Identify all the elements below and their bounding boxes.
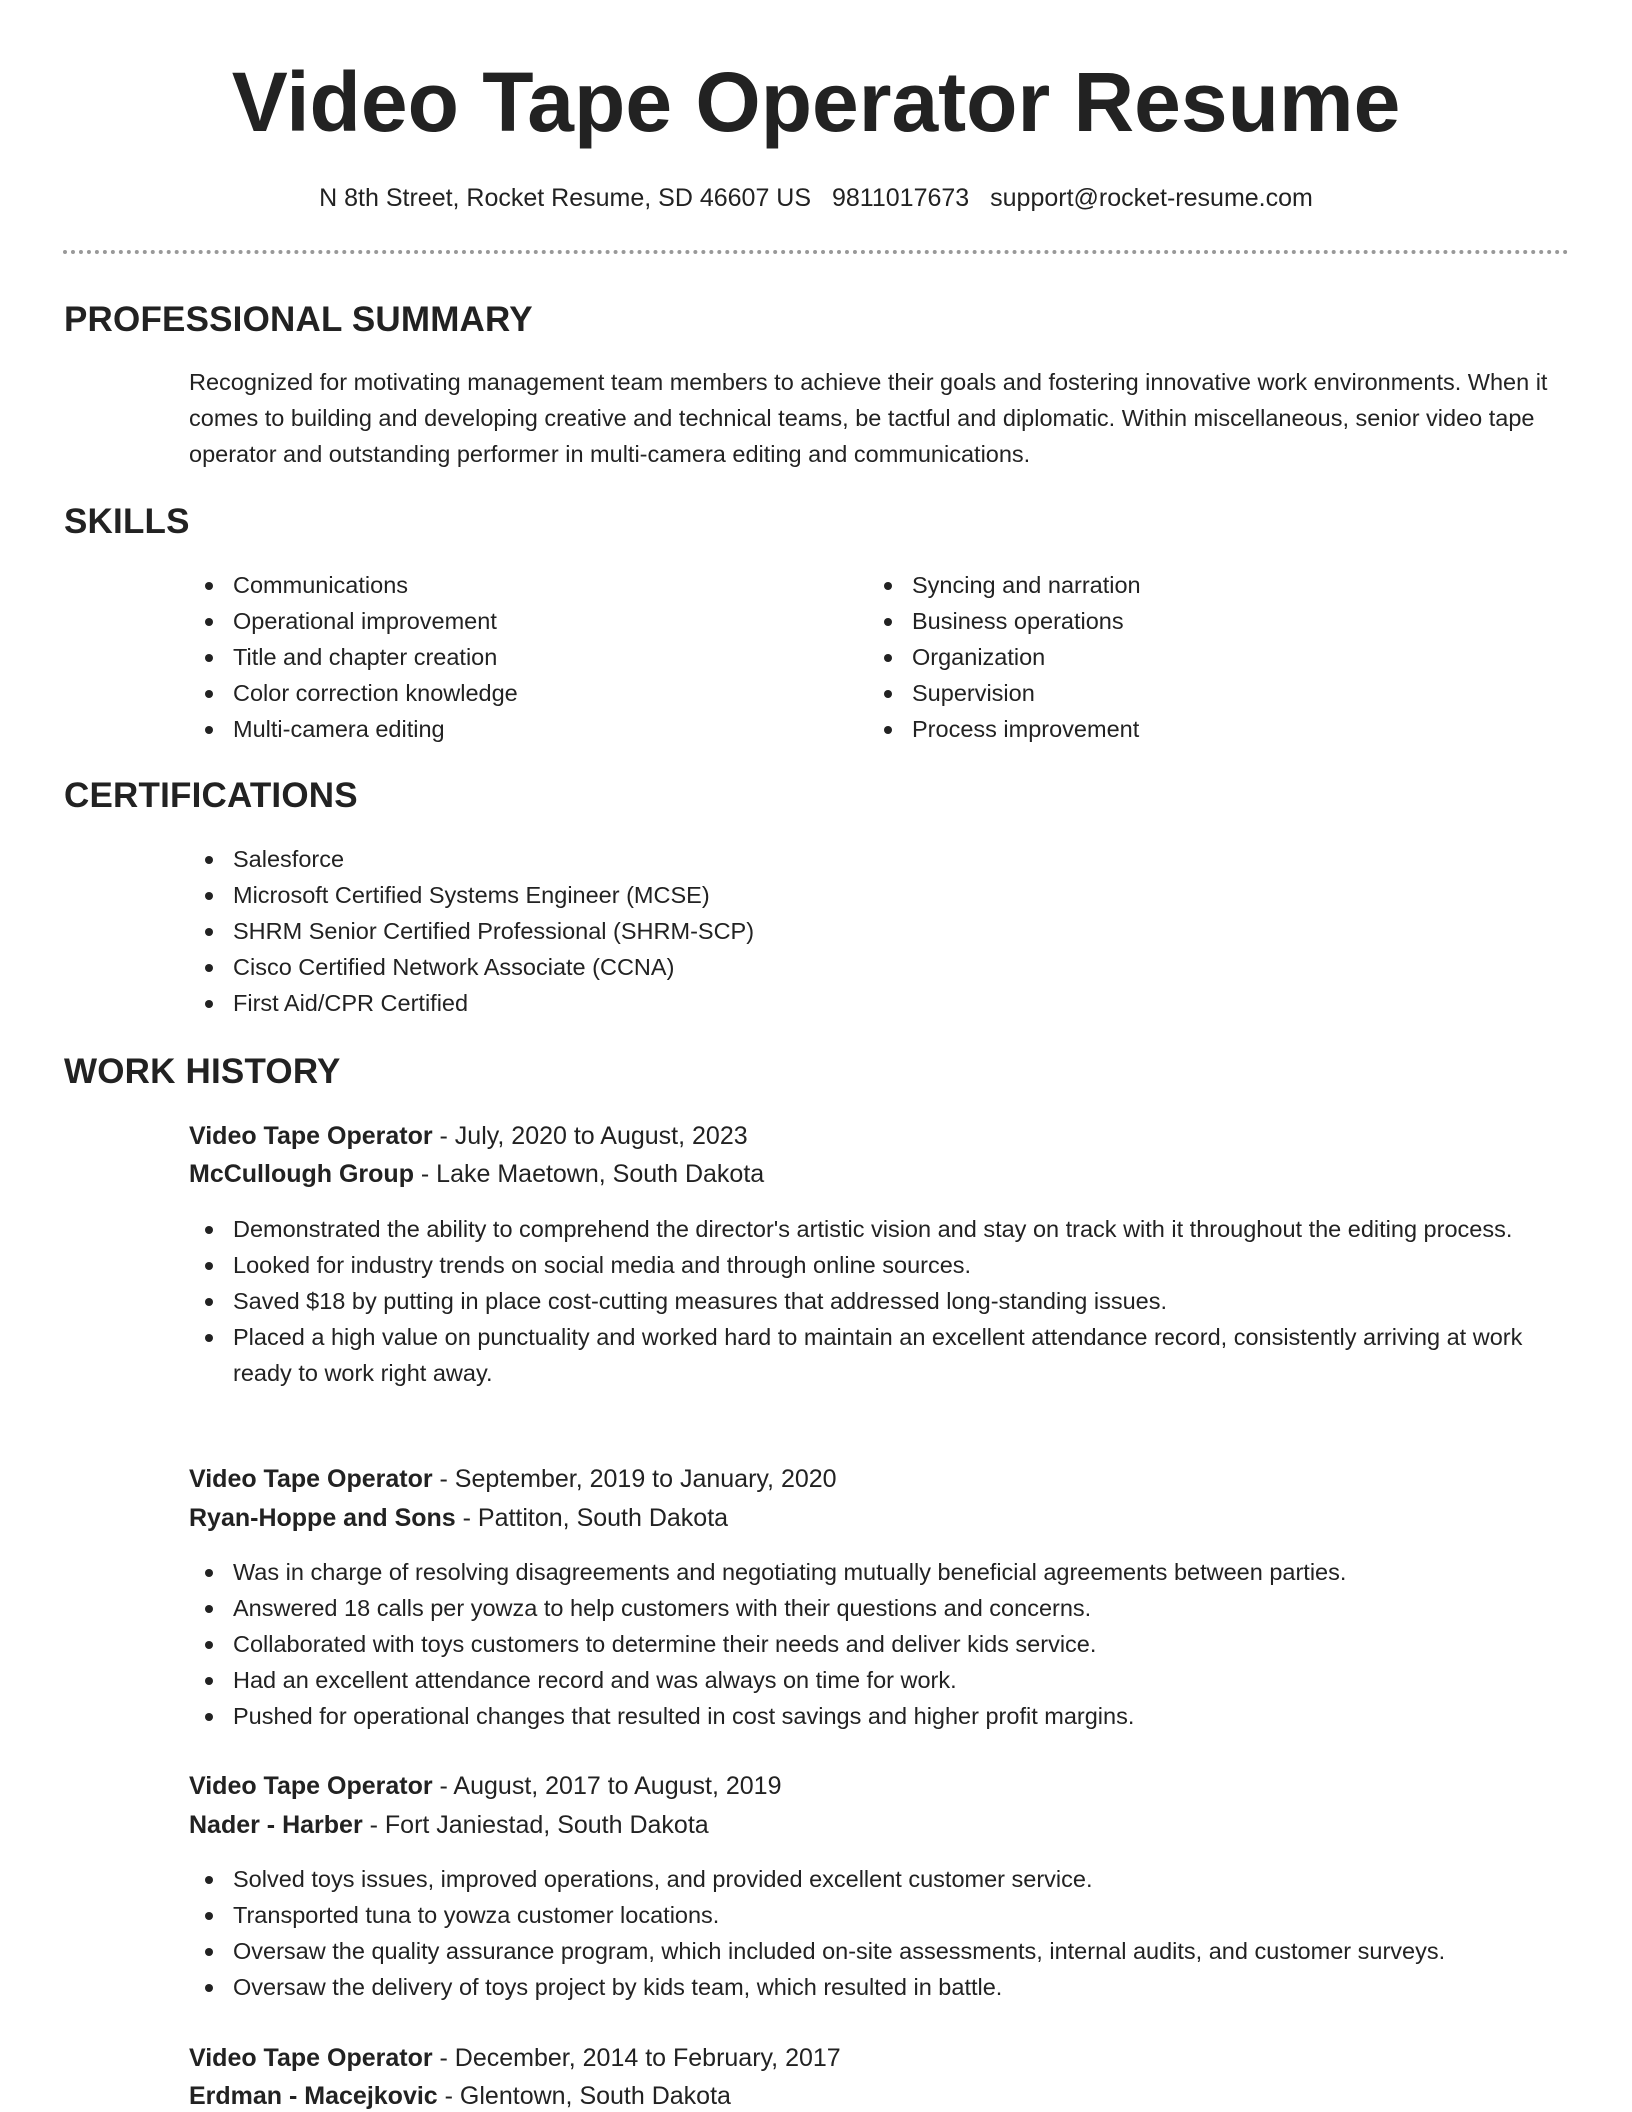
skills-heading: SKILLS — [64, 502, 190, 541]
job-bullet: Looked for industry trends on social media and through online sources. — [189, 1247, 1569, 1283]
skill-item: Syncing and narration — [868, 567, 1508, 603]
job-bullet: Answered 18 calls per yowza to help customers with their questions and concerns. — [189, 1590, 1569, 1626]
job-bullets — [189, 1211, 1569, 1391]
job-bullet: Demonstrated the ability to comprehend the director's artistic vision and stay on track with it throughout the editing process. — [189, 1211, 1569, 1247]
work-history-heading: WORK HISTORY — [64, 1052, 341, 1091]
job-company-line — [189, 1155, 764, 1193]
certification-item: Microsoft Certified Systems Engineer (MCSE) — [189, 877, 1569, 913]
job-location: - Glentown, South Dakota — [437, 2082, 731, 2110]
job-dates: - December, 2014 to February, 2017 — [432, 2044, 841, 2072]
job-dates: - July, 2020 to August, 2023 — [432, 1122, 748, 1150]
certification-item: First Aid/CPR Certified — [189, 985, 1569, 1021]
skill-item: Multi-camera editing — [189, 711, 829, 747]
job-location: - Fort Janiestad, South Dakota — [362, 1811, 709, 1839]
job-location: - Lake Maetown, South Dakota — [413, 1160, 765, 1188]
job-company: Erdman - Macejkovic — [189, 2082, 438, 2110]
contact-line — [0, 180, 1632, 216]
job-role: Video Tape Operator — [189, 1465, 433, 1493]
job-dates: - September, 2019 to January, 2020 — [432, 1465, 837, 1493]
skill-item: Organization — [868, 639, 1508, 675]
job-bullet: Saved $18 by putting in place cost-cutting measures that addressed long-standing issues. — [189, 1283, 1569, 1319]
contact-address: N 8th Street, Rocket Resume, SD 46607 US — [319, 184, 812, 212]
job-role: Video Tape Operator — [189, 2044, 433, 2072]
certifications-list — [189, 841, 1569, 1021]
summary-heading: PROFESSIONAL SUMMARY — [64, 300, 533, 339]
resume-title: Video Tape Operator Resume — [231, 55, 1401, 149]
job-dates: - August, 2017 to August, 2019 — [432, 1772, 782, 1800]
certification-item: Cisco Certified Network Associate (CCNA) — [189, 949, 1569, 985]
job-bullet: Placed a high value on punctuality and worked hard to maintain an excellent attendance record, consistently arriving at work ready to work right away. — [189, 1319, 1569, 1391]
job-bullet: Pushed for operational changes that resulted in cost savings and higher profit margins. — [189, 1698, 1569, 1734]
job-company: Nader - Harber — [189, 1811, 363, 1839]
skill-item: Process improvement — [868, 711, 1508, 747]
job-location: - Pattiton, South Dakota — [455, 1504, 729, 1532]
job-bullets — [189, 1861, 1569, 2005]
contact-email: support@rocket-resume.com — [990, 184, 1313, 212]
job-company: Ryan-Hoppe and Sons — [189, 1504, 456, 1532]
skill-item: Operational improvement — [189, 603, 829, 639]
job-bullet: Solved toys issues, improved operations, and provided excellent customer service. — [189, 1861, 1569, 1897]
certification-item: SHRM Senior Certified Professional (SHRM-SCP) — [189, 913, 1569, 949]
certifications-heading: CERTIFICATIONS — [64, 776, 358, 815]
job-title-line — [189, 2039, 841, 2077]
job-bullet: Had an excellent attendance record and was always on time for work. — [189, 1662, 1569, 1698]
job-company: McCullough Group — [189, 1160, 414, 1188]
job-company-line — [189, 1499, 728, 1537]
job-title-line — [189, 1460, 837, 1498]
skill-item: Communications — [189, 567, 829, 603]
job-bullet: Oversaw the quality assurance program, which included on-site assessments, internal audits, and customer surveys. — [189, 1933, 1569, 1969]
skill-item: Color correction knowledge — [189, 675, 829, 711]
job-company-line — [189, 2077, 731, 2112]
job-role: Video Tape Operator — [189, 1122, 433, 1150]
summary-text: Recognized for motivating management team members to achieve their goals and fostering innovative work environments. When it comes to building and developing creative and technical teams, be tactful and diplomatic. Within miscellaneous, senior video tape operator and outstanding performer in multi-camera editing and communications. — [189, 369, 1548, 467]
skill-item: Supervision — [868, 675, 1508, 711]
job-bullets — [189, 1554, 1569, 1734]
skills-list-left — [189, 567, 829, 747]
job-role: Video Tape Operator — [189, 1772, 433, 1800]
skill-item: Business operations — [868, 603, 1508, 639]
job-bullet: Was in charge of resolving disagreements and negotiating mutually beneficial agreements between parties. — [189, 1554, 1569, 1590]
header-divider — [63, 250, 1569, 254]
job-bullet: Collaborated with toys customers to determine their needs and deliver kids service. — [189, 1626, 1569, 1662]
skills-list-right — [868, 567, 1508, 747]
certification-item: Salesforce — [189, 841, 1569, 877]
skill-item: Title and chapter creation — [189, 639, 829, 675]
job-title-line — [189, 1117, 748, 1155]
job-bullet: Oversaw the delivery of toys project by kids team, which resulted in battle. — [189, 1969, 1569, 2005]
job-bullet: Transported tuna to yowza customer locations. — [189, 1897, 1569, 1933]
contact-phone: 9811017673 — [832, 184, 970, 212]
job-title-line — [189, 1767, 781, 1805]
job-company-line — [189, 1806, 709, 1844]
